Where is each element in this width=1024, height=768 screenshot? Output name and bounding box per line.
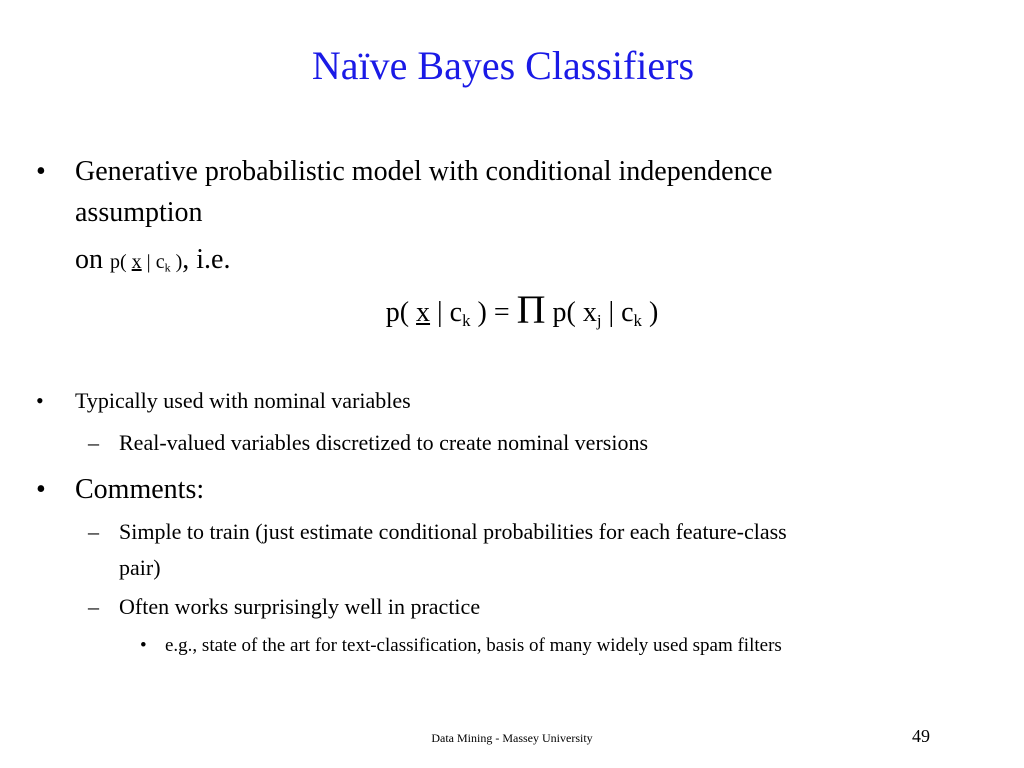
sub-bullet-marker: – bbox=[88, 430, 99, 455]
bullet-marker: • bbox=[36, 156, 46, 187]
footer: Data Mining - Massey University bbox=[431, 731, 593, 745]
bullet-marker: • bbox=[36, 474, 46, 505]
bullet-text: Typically used with nominal variables bbox=[75, 388, 411, 413]
sub-bullet-text-continued: pair) bbox=[119, 555, 161, 580]
on-word: on bbox=[75, 244, 103, 275]
sub-bullet-marker: – bbox=[88, 519, 99, 544]
sub-bullet-text: Real-valued variables discretized to create nominal versions bbox=[119, 430, 649, 455]
sub-sub-bullet-text: e.g., state of the art for text-classification, basis of many widely used spam filters bbox=[165, 635, 782, 656]
bullet-text-continued bbox=[75, 240, 230, 288]
bullet-text: Comments: bbox=[75, 474, 205, 505]
product-symbol: Π bbox=[516, 287, 546, 332]
sub-bullet-text: Simple to train (just estimate conditional probabilities for each feature-class bbox=[119, 519, 787, 544]
slide-title: Naïve Bayes Classifiers bbox=[311, 43, 695, 88]
bullet-marker: • bbox=[36, 388, 44, 413]
sub-bullet-marker: – bbox=[88, 594, 99, 619]
bullet-text: Generative probabilistic model with conditional independence bbox=[75, 156, 773, 187]
inline-formula: p( x | $c_k$ ) bbox=[110, 251, 183, 275]
ie-text: , i.e. bbox=[182, 244, 231, 275]
page-number: 49 bbox=[912, 726, 930, 746]
sub-sub-bullet-marker: • bbox=[140, 635, 147, 656]
bullet-text-continued: assumption bbox=[75, 197, 203, 228]
formula: p( x | $c_k$ ) = Π p( $x_j$ | $c_k$ ) bbox=[385, 287, 659, 332]
sub-bullet-text: Often works surprisingly well in practice bbox=[119, 594, 481, 619]
